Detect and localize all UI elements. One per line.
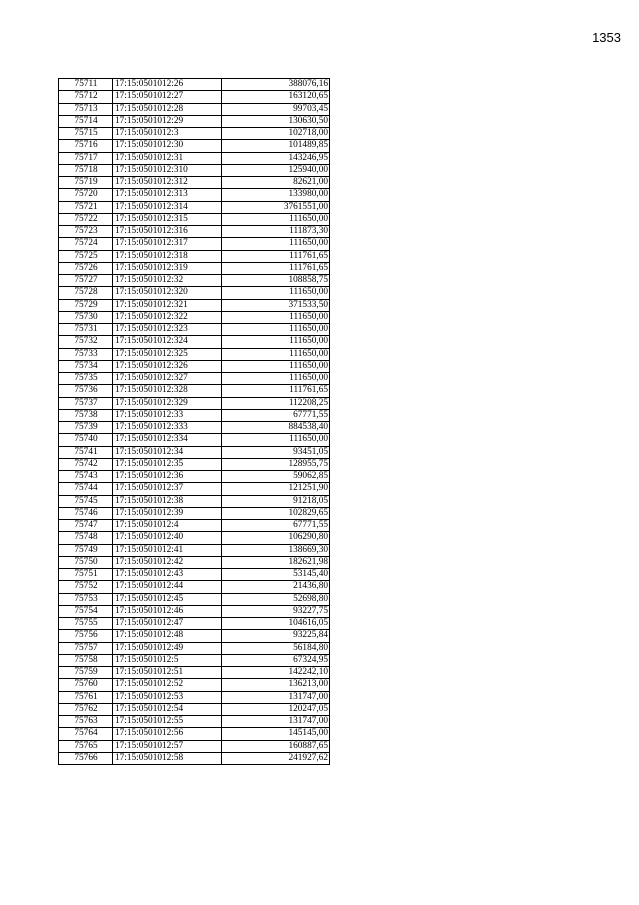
value-cell: 102829,65 xyxy=(222,507,330,519)
table-row xyxy=(59,691,330,703)
value-cell: 111650,00 xyxy=(222,360,330,372)
cadastral-number-cell: 17:15:0501012:316 xyxy=(113,226,222,238)
table-row xyxy=(59,458,330,470)
cadastral-number-cell: 17:15:0501012:323 xyxy=(113,324,222,336)
row-number-cell: 75713 xyxy=(59,103,113,115)
table-row xyxy=(59,422,330,434)
table-row xyxy=(59,544,330,556)
value-cell: 136213,00 xyxy=(222,679,330,691)
value-cell: 111761,65 xyxy=(222,250,330,262)
cadastral-number-cell: 17:15:0501012:320 xyxy=(113,287,222,299)
cadastral-number-cell: 17:15:0501012:325 xyxy=(113,348,222,360)
table-row xyxy=(59,569,330,581)
cadastral-number-cell: 17:15:0501012:40 xyxy=(113,532,222,544)
value-cell: 111650,00 xyxy=(222,213,330,225)
cadastral-number-cell: 17:15:0501012:28 xyxy=(113,103,222,115)
value-cell: 53145,40 xyxy=(222,569,330,581)
row-number-cell: 75718 xyxy=(59,164,113,176)
value-cell: 131747,00 xyxy=(222,691,330,703)
cadastral-number-cell: 17:15:0501012:44 xyxy=(113,581,222,593)
row-number-cell: 75755 xyxy=(59,618,113,630)
value-cell: 91218,05 xyxy=(222,495,330,507)
value-cell: 99703,45 xyxy=(222,103,330,115)
value-cell: 82621,00 xyxy=(222,177,330,189)
row-number-cell: 75712 xyxy=(59,91,113,103)
cadastral-number-cell: 17:15:0501012:35 xyxy=(113,458,222,470)
value-cell: 163120,65 xyxy=(222,91,330,103)
row-number-cell: 75722 xyxy=(59,213,113,225)
cadastral-number-cell: 17:15:0501012:3 xyxy=(113,128,222,140)
cadastral-number-cell: 17:15:0501012:324 xyxy=(113,336,222,348)
value-cell: 106290,80 xyxy=(222,532,330,544)
table-row xyxy=(59,495,330,507)
table-row xyxy=(59,348,330,360)
value-cell: 111650,00 xyxy=(222,311,330,323)
value-cell: 111761,65 xyxy=(222,262,330,274)
cadastral-number-cell: 17:15:0501012:318 xyxy=(113,250,222,262)
table-row xyxy=(59,397,330,409)
cadastral-number-cell: 17:15:0501012:42 xyxy=(113,556,222,568)
table-row xyxy=(59,262,330,274)
row-number-cell: 75763 xyxy=(59,716,113,728)
cadastral-number-cell: 17:15:0501012:56 xyxy=(113,728,222,740)
cadastral-number-cell: 17:15:0501012:312 xyxy=(113,177,222,189)
row-number-cell: 75732 xyxy=(59,336,113,348)
cadastral-number-cell: 17:15:0501012:48 xyxy=(113,630,222,642)
cadastral-number-cell: 17:15:0501012:26 xyxy=(113,79,222,91)
row-number-cell: 75735 xyxy=(59,373,113,385)
table-row xyxy=(59,667,330,679)
cadastral-number-cell: 17:15:0501012:46 xyxy=(113,605,222,617)
value-cell: 111650,00 xyxy=(222,287,330,299)
table-row xyxy=(59,115,330,127)
value-cell: 241927,62 xyxy=(222,752,330,764)
value-cell: 3761551,00 xyxy=(222,201,330,213)
cadastral-number-cell: 17:15:0501012:51 xyxy=(113,667,222,679)
cadastral-number-cell: 17:15:0501012:43 xyxy=(113,569,222,581)
row-number-cell: 75764 xyxy=(59,728,113,740)
cadastral-number-cell: 17:15:0501012:36 xyxy=(113,471,222,483)
row-number-cell: 75720 xyxy=(59,189,113,201)
table-row xyxy=(59,299,330,311)
cadastral-number-cell: 17:15:0501012:334 xyxy=(113,434,222,446)
value-cell: 101489,85 xyxy=(222,140,330,152)
value-cell: 104616,05 xyxy=(222,618,330,630)
value-cell: 138669,30 xyxy=(222,544,330,556)
value-cell: 884538,40 xyxy=(222,422,330,434)
value-cell: 93225,84 xyxy=(222,630,330,642)
cadastral-number-cell: 17:15:0501012:314 xyxy=(113,201,222,213)
row-number-cell: 75728 xyxy=(59,287,113,299)
value-cell: 111650,00 xyxy=(222,348,330,360)
row-number-cell: 75723 xyxy=(59,226,113,238)
value-cell: 111650,00 xyxy=(222,434,330,446)
cadastral-number-cell: 17:15:0501012:38 xyxy=(113,495,222,507)
table-row xyxy=(59,446,330,458)
value-cell: 111650,00 xyxy=(222,238,330,250)
table-row xyxy=(59,532,330,544)
row-number-cell: 75765 xyxy=(59,740,113,752)
cadastral-number-cell: 17:15:0501012:319 xyxy=(113,262,222,274)
value-cell: 371533,50 xyxy=(222,299,330,311)
cadastral-number-cell: 17:15:0501012:310 xyxy=(113,164,222,176)
cadastral-number-cell: 17:15:0501012:322 xyxy=(113,311,222,323)
row-number-cell: 75721 xyxy=(59,201,113,213)
value-cell: 93227,75 xyxy=(222,605,330,617)
row-number-cell: 75711 xyxy=(59,79,113,91)
row-number-cell: 75715 xyxy=(59,128,113,140)
value-cell: 56184,80 xyxy=(222,642,330,654)
table-row xyxy=(59,703,330,715)
cadastral-number-cell: 17:15:0501012:328 xyxy=(113,385,222,397)
value-cell: 125940,00 xyxy=(222,164,330,176)
value-cell: 160887,65 xyxy=(222,740,330,752)
value-cell: 133980,00 xyxy=(222,189,330,201)
cadastral-number-cell: 17:15:0501012:33 xyxy=(113,409,222,421)
table-row xyxy=(59,238,330,250)
cadastral-number-cell: 17:15:0501012:53 xyxy=(113,691,222,703)
value-cell: 111650,00 xyxy=(222,373,330,385)
table-row xyxy=(59,728,330,740)
row-number-cell: 75737 xyxy=(59,397,113,409)
cadastral-number-cell: 17:15:0501012:30 xyxy=(113,140,222,152)
row-number-cell: 75739 xyxy=(59,422,113,434)
cadastral-number-cell: 17:15:0501012:47 xyxy=(113,618,222,630)
table-row xyxy=(59,79,330,91)
cadastral-number-cell: 17:15:0501012:34 xyxy=(113,446,222,458)
table-row xyxy=(59,581,330,593)
table-row xyxy=(59,716,330,728)
value-cell: 111650,00 xyxy=(222,336,330,348)
cadastral-number-cell: 17:15:0501012:29 xyxy=(113,115,222,127)
table-row xyxy=(59,140,330,152)
table-row xyxy=(59,128,330,140)
cadastral-number-cell: 17:15:0501012:321 xyxy=(113,299,222,311)
cadastral-number-cell: 17:15:0501012:326 xyxy=(113,360,222,372)
value-cell: 67771,55 xyxy=(222,409,330,421)
table-row xyxy=(59,373,330,385)
value-cell: 388076,16 xyxy=(222,79,330,91)
table-row xyxy=(59,642,330,654)
row-number-cell: 75750 xyxy=(59,556,113,568)
table-row xyxy=(59,740,330,752)
row-number-cell: 75747 xyxy=(59,520,113,532)
table-row xyxy=(59,385,330,397)
table-row xyxy=(59,752,330,764)
cadastral-number-cell: 17:15:0501012:27 xyxy=(113,91,222,103)
table-row xyxy=(59,152,330,164)
cadastral-number-cell: 17:15:0501012:313 xyxy=(113,189,222,201)
table-row xyxy=(59,556,330,568)
value-cell: 52698,80 xyxy=(222,593,330,605)
row-number-cell: 75717 xyxy=(59,152,113,164)
row-number-cell: 75749 xyxy=(59,544,113,556)
row-number-cell: 75731 xyxy=(59,324,113,336)
row-number-cell: 75762 xyxy=(59,703,113,715)
value-cell: 182621,98 xyxy=(222,556,330,568)
cadastral-number-cell: 17:15:0501012:329 xyxy=(113,397,222,409)
row-number-cell: 75724 xyxy=(59,238,113,250)
cadastral-value-table xyxy=(58,78,330,765)
value-cell: 102718,00 xyxy=(222,128,330,140)
value-cell: 67771,55 xyxy=(222,520,330,532)
row-number-cell: 75756 xyxy=(59,630,113,642)
cadastral-number-cell: 17:15:0501012:37 xyxy=(113,483,222,495)
cadastral-number-cell: 17:15:0501012:41 xyxy=(113,544,222,556)
value-cell: 93451,05 xyxy=(222,446,330,458)
row-number-cell: 75766 xyxy=(59,752,113,764)
cadastral-number-cell: 17:15:0501012:52 xyxy=(113,679,222,691)
cadastral-number-cell: 17:15:0501012:58 xyxy=(113,752,222,764)
table-row xyxy=(59,471,330,483)
row-number-cell: 75730 xyxy=(59,311,113,323)
value-cell: 108858,75 xyxy=(222,275,330,287)
value-cell: 120247,05 xyxy=(222,703,330,715)
table-row xyxy=(59,287,330,299)
value-cell: 111650,00 xyxy=(222,324,330,336)
row-number-cell: 75754 xyxy=(59,605,113,617)
row-number-cell: 75736 xyxy=(59,385,113,397)
value-cell: 143246,95 xyxy=(222,152,330,164)
table-row xyxy=(59,201,330,213)
row-number-cell: 75758 xyxy=(59,654,113,666)
cadastral-number-cell: 17:15:0501012:54 xyxy=(113,703,222,715)
value-cell: 130630,50 xyxy=(222,115,330,127)
row-number-cell: 75738 xyxy=(59,409,113,421)
table-row xyxy=(59,434,330,446)
cadastral-number-cell: 17:15:0501012:45 xyxy=(113,593,222,605)
table-row xyxy=(59,520,330,532)
cadastral-number-cell: 17:15:0501012:49 xyxy=(113,642,222,654)
row-number-cell: 75743 xyxy=(59,471,113,483)
value-cell: 128955,75 xyxy=(222,458,330,470)
row-number-cell: 75757 xyxy=(59,642,113,654)
row-number-cell: 75714 xyxy=(59,115,113,127)
row-number-cell: 75719 xyxy=(59,177,113,189)
row-number-cell: 75716 xyxy=(59,140,113,152)
table-row xyxy=(59,275,330,287)
cadastral-number-cell: 17:15:0501012:315 xyxy=(113,213,222,225)
cadastral-number-cell: 17:15:0501012:57 xyxy=(113,740,222,752)
row-number-cell: 75761 xyxy=(59,691,113,703)
row-number-cell: 75760 xyxy=(59,679,113,691)
row-number-cell: 75740 xyxy=(59,434,113,446)
row-number-cell: 75746 xyxy=(59,507,113,519)
cadastral-number-cell: 17:15:0501012:327 xyxy=(113,373,222,385)
row-number-cell: 75744 xyxy=(59,483,113,495)
row-number-cell: 75742 xyxy=(59,458,113,470)
value-cell: 131747,00 xyxy=(222,716,330,728)
table-row xyxy=(59,360,330,372)
cadastral-number-cell: 17:15:0501012:32 xyxy=(113,275,222,287)
table-row xyxy=(59,483,330,495)
value-cell: 59062,85 xyxy=(222,471,330,483)
row-number-cell: 75734 xyxy=(59,360,113,372)
cadastral-number-cell: 17:15:0501012:39 xyxy=(113,507,222,519)
table-row xyxy=(59,618,330,630)
value-cell: 112208,25 xyxy=(222,397,330,409)
row-number-cell: 75725 xyxy=(59,250,113,262)
row-number-cell: 75759 xyxy=(59,667,113,679)
table-row xyxy=(59,507,330,519)
value-cell: 142242,10 xyxy=(222,667,330,679)
table-body xyxy=(59,79,330,765)
table-row xyxy=(59,250,330,262)
value-cell: 111873,30 xyxy=(222,226,330,238)
value-cell: 145145,00 xyxy=(222,728,330,740)
table-row xyxy=(59,226,330,238)
table-row xyxy=(59,593,330,605)
table-row xyxy=(59,630,330,642)
table-row xyxy=(59,311,330,323)
table-row xyxy=(59,679,330,691)
row-number-cell: 75726 xyxy=(59,262,113,274)
row-number-cell: 75727 xyxy=(59,275,113,287)
row-number-cell: 75748 xyxy=(59,532,113,544)
table-row xyxy=(59,103,330,115)
table-row xyxy=(59,164,330,176)
table-row xyxy=(59,91,330,103)
row-number-cell: 75751 xyxy=(59,569,113,581)
row-number-cell: 75729 xyxy=(59,299,113,311)
value-cell: 21436,80 xyxy=(222,581,330,593)
table-row xyxy=(59,654,330,666)
cadastral-number-cell: 17:15:0501012:31 xyxy=(113,152,222,164)
page-number: 1353 xyxy=(592,30,621,45)
table-row xyxy=(59,177,330,189)
value-cell: 111761,65 xyxy=(222,385,330,397)
cadastral-number-cell: 17:15:0501012:317 xyxy=(113,238,222,250)
table-row xyxy=(59,409,330,421)
cadastral-number-cell: 17:15:0501012:5 xyxy=(113,654,222,666)
value-cell: 121251,90 xyxy=(222,483,330,495)
cadastral-number-cell: 17:15:0501012:333 xyxy=(113,422,222,434)
row-number-cell: 75745 xyxy=(59,495,113,507)
row-number-cell: 75753 xyxy=(59,593,113,605)
row-number-cell: 75733 xyxy=(59,348,113,360)
cadastral-number-cell: 17:15:0501012:55 xyxy=(113,716,222,728)
table-row xyxy=(59,189,330,201)
table-row xyxy=(59,213,330,225)
row-number-cell: 75741 xyxy=(59,446,113,458)
table-row xyxy=(59,605,330,617)
table-row xyxy=(59,324,330,336)
table-row xyxy=(59,336,330,348)
value-cell: 67324,95 xyxy=(222,654,330,666)
row-number-cell: 75752 xyxy=(59,581,113,593)
cadastral-number-cell: 17:15:0501012:4 xyxy=(113,520,222,532)
